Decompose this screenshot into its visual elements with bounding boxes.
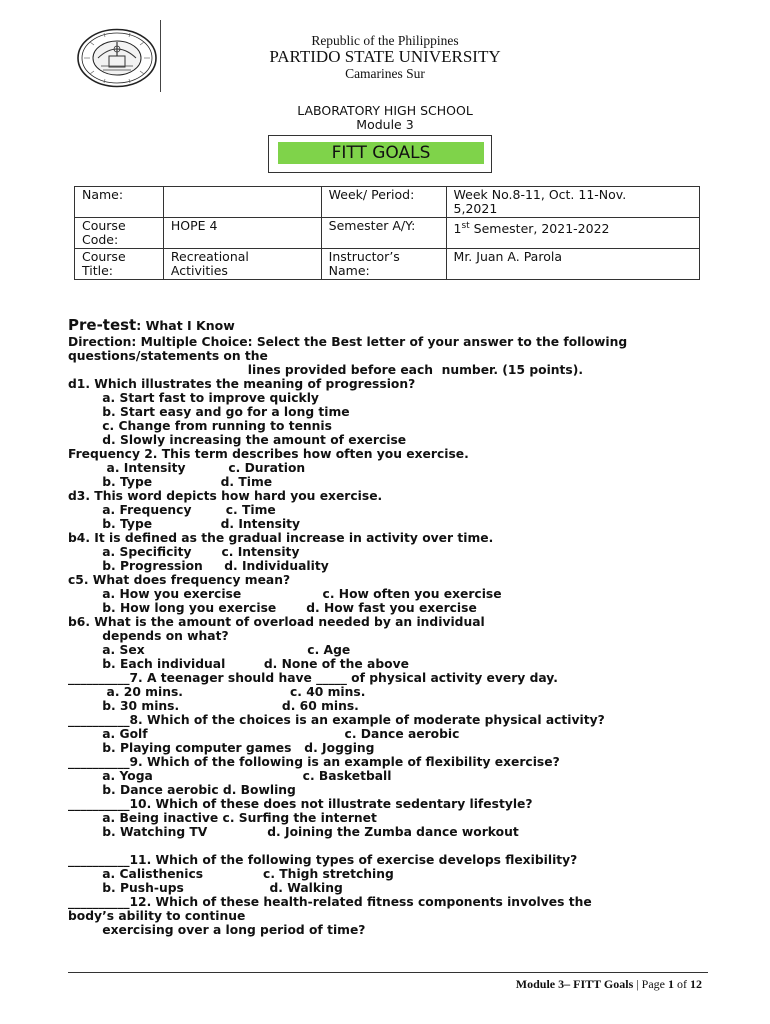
question-line: b. Watching TV d. Joining the Zumba dance workout	[68, 825, 519, 839]
question-line: b. Push-ups d. Walking	[68, 881, 343, 895]
question-line: b. Progression d. Individuality	[68, 559, 329, 573]
question-line: a. Yoga c. Basketball	[68, 769, 392, 783]
pretest-heading	[68, 316, 708, 335]
question-line: c. Change from running to tennis	[68, 419, 332, 433]
course-title-label-line1: Course	[82, 249, 126, 264]
table-row	[75, 187, 700, 218]
course-code-label	[75, 218, 164, 249]
school-name: LABORATORY HIGH SCHOOL	[297, 103, 473, 118]
course-title-value-line1: Recreational	[170, 249, 249, 264]
footer-sep: | Page	[633, 977, 668, 991]
question-line: b. 30 mins. d. 60 mins.	[68, 699, 359, 713]
question-line: lines provided before each number. (15 points).	[68, 363, 584, 377]
table-row	[75, 218, 700, 249]
semester-value	[446, 218, 699, 249]
question-line: a. Calisthenics c. Thigh stretching	[68, 867, 394, 881]
name-label: Name:	[75, 187, 164, 218]
pretest-section	[68, 316, 708, 937]
instructor-label-line2: Name:	[328, 263, 370, 278]
footer-of: of	[674, 977, 690, 991]
course-code-label-line1: Course	[82, 218, 126, 233]
semester-label: Semester A/Y:	[321, 218, 446, 249]
week-value	[446, 187, 699, 218]
question-line: __________8. Which of the choices is an example of moderate physical activity?	[68, 713, 605, 727]
question-line: b. Start easy and go for a long time	[68, 405, 350, 419]
instructor-label	[321, 249, 446, 280]
course-title-value	[163, 249, 321, 280]
question-line: b. Dance aerobic d. Bowling	[68, 783, 296, 797]
question-line: b. How long you exercise d. How fast you exercise	[68, 601, 477, 615]
question-line: exercising over a long period of time?	[68, 923, 366, 937]
question-line: a. Frequency c. Time	[68, 503, 276, 517]
question-line: __________7. A teenager should have _____ of physical activity every day.	[68, 671, 558, 685]
pretest-heading-rest: : What I Know	[136, 318, 235, 333]
question-line: b4. It is defined as the gradual increase in activity over time.	[68, 531, 494, 545]
question-line: depends on what?	[68, 629, 229, 643]
course-info-table	[74, 186, 700, 280]
name-field[interactable]	[163, 187, 321, 218]
title-box	[268, 135, 492, 173]
question-line: questions/statements on the	[68, 349, 268, 363]
course-code-value: HOPE 4	[163, 218, 321, 249]
module-label: Module 3	[356, 117, 414, 132]
pretest-heading-main: Pre-test	[68, 316, 137, 334]
university-seal-logo	[76, 28, 158, 88]
instructor-value: Mr. Juan A. Parola	[446, 249, 699, 280]
question-line	[68, 839, 708, 853]
question-line: __________11. Which of the following types of exercise develops flexibility?	[68, 853, 578, 867]
week-label: Week/ Period:	[321, 187, 446, 218]
question-line: b. Type d. Time	[68, 475, 273, 489]
question-line: d. Slowly increasing the amount of exercise	[68, 433, 407, 447]
question-line: d1. Which illustrates the meaning of progression?	[68, 377, 416, 391]
question-list	[68, 335, 708, 937]
question-line: __________10. Which of these does not illustrate sedentary lifestyle?	[68, 797, 533, 811]
semester-number: 1	[453, 221, 462, 237]
question-line: b. Playing computer games d. Jogging	[68, 741, 375, 755]
footer-module: Module 3– FITT Goals	[515, 977, 634, 991]
question-line: b. Type d. Intensity	[68, 517, 301, 531]
footer-total: 12	[690, 977, 702, 991]
question-line: a. Sex c. Age	[68, 643, 351, 657]
question-line: __________12. Which of these health-related fitness components involves the	[68, 895, 592, 909]
footer-page: 1	[668, 977, 674, 991]
question-line: c5. What does frequency mean?	[68, 573, 291, 587]
footer-rule	[68, 972, 708, 973]
question-line: a. Golf c. Dance aerobic	[68, 727, 460, 741]
course-title-label-line2: Title:	[82, 263, 113, 278]
page-title: FITT GOALS	[278, 142, 484, 164]
university-name: PARTIDO STATE UNIVERSITY	[269, 47, 501, 66]
course-title-value-line2: Activities	[170, 263, 228, 278]
question-line: a. Being inactive c. Surfing the internet	[68, 811, 377, 825]
republic-line: Republic of the Philippines	[311, 33, 459, 48]
question-line: a. Start fast to improve quickly	[68, 391, 319, 405]
question-line: body’s ability to continue	[68, 909, 246, 923]
question-line: a. 20 mins. c. 40 mins.	[68, 685, 366, 699]
question-line: __________9. Which of the following is an example of flexibility exercise?	[68, 755, 560, 769]
question-line: a. Intensity c. Duration	[68, 461, 306, 475]
question-line: a. How you exercise c. How often you exercise	[68, 587, 502, 601]
question-line: b. Each individual d. None of the above	[68, 657, 409, 671]
page-footer	[516, 977, 702, 992]
question-line: Direction: Multiple Choice: Select the Best letter of your answer to the following	[68, 335, 628, 349]
course-title-label	[75, 249, 164, 280]
semester-rest: Semester, 2021-2022	[469, 221, 610, 237]
course-code-label-line2: Code:	[82, 232, 119, 247]
question-line: Frequency 2. This term describes how often you exercise.	[68, 447, 469, 461]
week-value-line2: 5,2021	[453, 201, 498, 216]
question-line: a. Specificity c. Intensity	[68, 545, 300, 559]
week-value-line1: Week No.8-11, Oct. 11-Nov.	[453, 187, 627, 202]
instructor-label-line1: Instructor’s	[328, 249, 400, 264]
semester-ordinal: st	[461, 221, 470, 231]
table-row	[75, 249, 700, 280]
question-line: d3. This word depicts how hard you exercise.	[68, 489, 383, 503]
province-line: Camarines Sur	[345, 66, 425, 81]
question-line: b6. What is the amount of overload needed by an individual	[68, 615, 485, 629]
